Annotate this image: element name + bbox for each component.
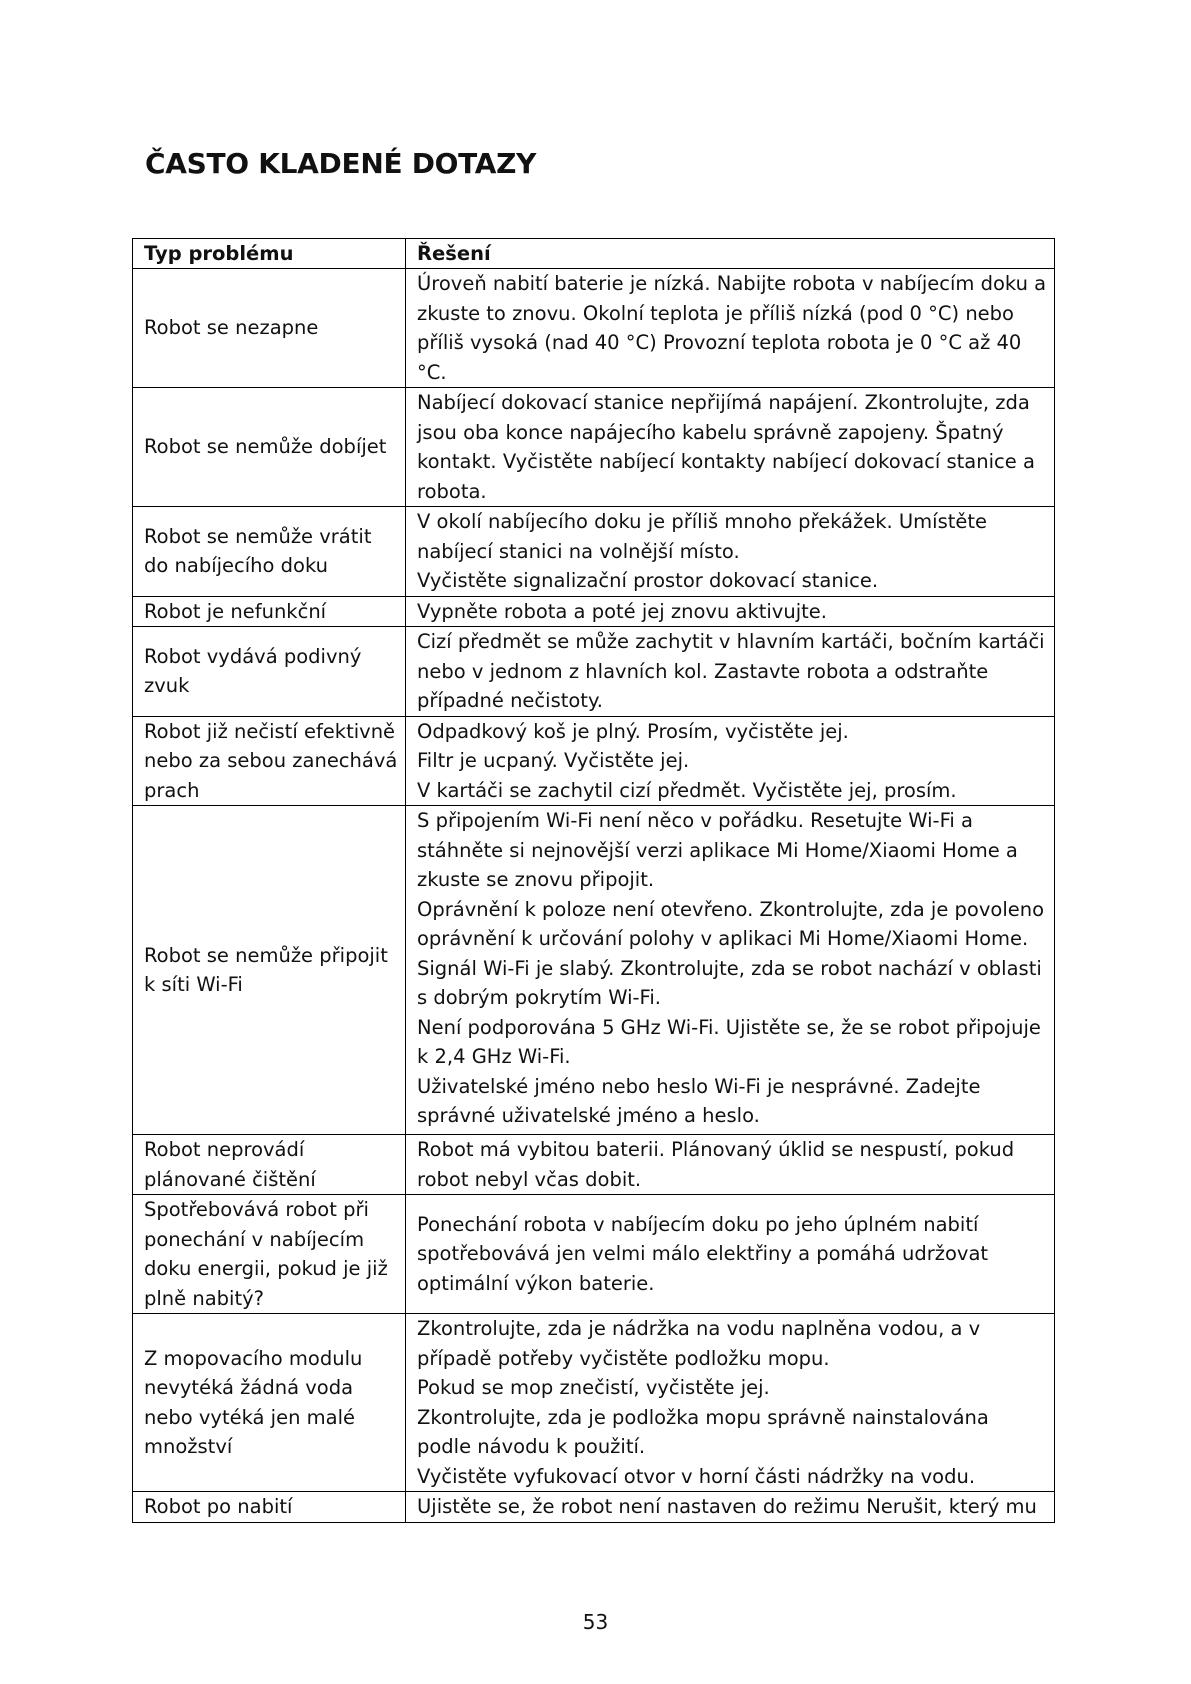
solution-cell: Cizí předmět se může zachytit v hlavním kartáči, bočním kartáči nebo v jednom z hlavních kol. Zastavte robota a odstraňte případné nečistoty.	[406, 627, 1055, 717]
problem-cell: Robot se nemůže připojit k síti Wi-Fi	[133, 806, 406, 1135]
problem-cell: Robot již nečistí efektivně nebo za sebou zanechává prach	[133, 716, 406, 806]
table-row	[133, 716, 1055, 806]
table-row	[133, 627, 1055, 717]
table-row	[133, 1314, 1055, 1492]
table-row	[133, 269, 1055, 388]
solution-cell: Zkontrolujte, zda je nádržka na vodu naplněna vodou, a v případě potřeby vyčistěte podložku mopu. Pokud se mop znečistí, vyčistěte jej. Zkontrolujte, zda je podložka mopu správně nainstalována podle návodu k použití. Vyčistěte vyfukovací otvor v horní části nádržky na vodu.	[406, 1314, 1055, 1492]
header-solution: Řešení	[406, 239, 1055, 269]
problem-cell: Robot je nefunkční	[133, 596, 406, 627]
solution-cell: Ponechání robota v nabíjecím doku po jeho úplném nabití spotřebovává jen velmi málo elektřiny a pomáhá udržovat optimální výkon baterie.	[406, 1195, 1055, 1314]
page-number: 53	[582, 1610, 609, 1634]
problem-cell: Robot se nemůže vrátit do nabíjecího doku	[133, 507, 406, 597]
solution-cell: S připojením Wi-Fi není něco v pořádku. Resetujte Wi-Fi a stáhněte si nejnovější verzi aplikace Mi Home/Xiaomi Home a zkuste se znovu připojit. Oprávnění k poloze není otevřeno. Zkontrolujte, zda je povoleno oprávnění k určování polohy v aplikaci Mi Home/Xiaomi Home. Signál Wi-Fi je slabý. Zkontrolujte, zda se robot nachází v oblasti s dobrým pokrytím Wi-Fi. Není podporována 5 GHz Wi-Fi. Ujistěte se, že se robot připojuje k 2,4 GHz Wi-Fi. Uživatelské jméno nebo heslo Wi-Fi je nesprávné. Zadejte správné uživatelské jméno a heslo.	[406, 806, 1055, 1135]
problem-cell: Robot po nabití	[133, 1492, 406, 1523]
problem-cell: Robot se nemůže dobíjet	[133, 388, 406, 507]
problem-cell: Robot vydává podivný zvuk	[133, 627, 406, 717]
solution-cell: Nabíjecí dokovací stanice nepřijímá napájení. Zkontrolujte, zda jsou oba konce napájecího kabelu správně zapojeny. Špatný kontakt. Vyčistěte nabíjecí kontakty nabíjecí dokovací stanice a robota.	[406, 388, 1055, 507]
faq-table-body	[133, 269, 1055, 1523]
problem-cell: Spotřebovává robot při ponechání v nabíjecím doku energii, pokud je již plně nabitý?	[133, 1195, 406, 1314]
table-row	[133, 1195, 1055, 1314]
table-row	[133, 806, 1055, 1135]
problem-cell: Robot se nezapne	[133, 269, 406, 388]
table-row	[133, 1492, 1055, 1523]
solution-cell: V okolí nabíjecího doku je příliš mnoho překážek. Umístěte nabíjecí stanici na volnější místo. Vyčistěte signalizační prostor dokovací stanice.	[406, 507, 1055, 597]
table-row	[133, 1135, 1055, 1195]
solution-cell: Robot má vybitou baterii. Plánovaný úklid se nespustí, pokud robot nebyl včas dobit.	[406, 1135, 1055, 1195]
page-title: ČASTO KLADENÉ DOTAZY	[145, 147, 537, 180]
solution-cell: Odpadkový koš je plný. Prosím, vyčistěte jej. Filtr je ucpaný. Vyčistěte jej. V kartáči se zachytil cizí předmět. Vyčistěte jej, prosím.	[406, 716, 1055, 806]
solution-cell: Ujistěte se, že robot není nastaven do režimu Nerušit, který mu	[406, 1492, 1055, 1523]
faq-table	[132, 238, 1055, 1523]
problem-cell: Robot neprovádí plánované čištění	[133, 1135, 406, 1195]
table-row	[133, 388, 1055, 507]
table-header-row	[133, 239, 1055, 269]
solution-cell: Úroveň nabití baterie je nízká. Nabijte robota v nabíjecím doku a zkuste to znovu. Okolní teplota je příliš nízká (pod 0 °C) nebo příliš vysoká (nad 40 °C) Provozní teplota robota je 0 °C až 40 °C.	[406, 269, 1055, 388]
solution-cell: Vypněte robota a poté jej znovu aktivujte.	[406, 596, 1055, 627]
header-problem-type: Typ problému	[133, 239, 406, 269]
table-row	[133, 596, 1055, 627]
problem-cell: Z mopovacího modulu nevytéká žádná voda nebo vytéká jen malé množství	[133, 1314, 406, 1492]
table-row	[133, 507, 1055, 597]
